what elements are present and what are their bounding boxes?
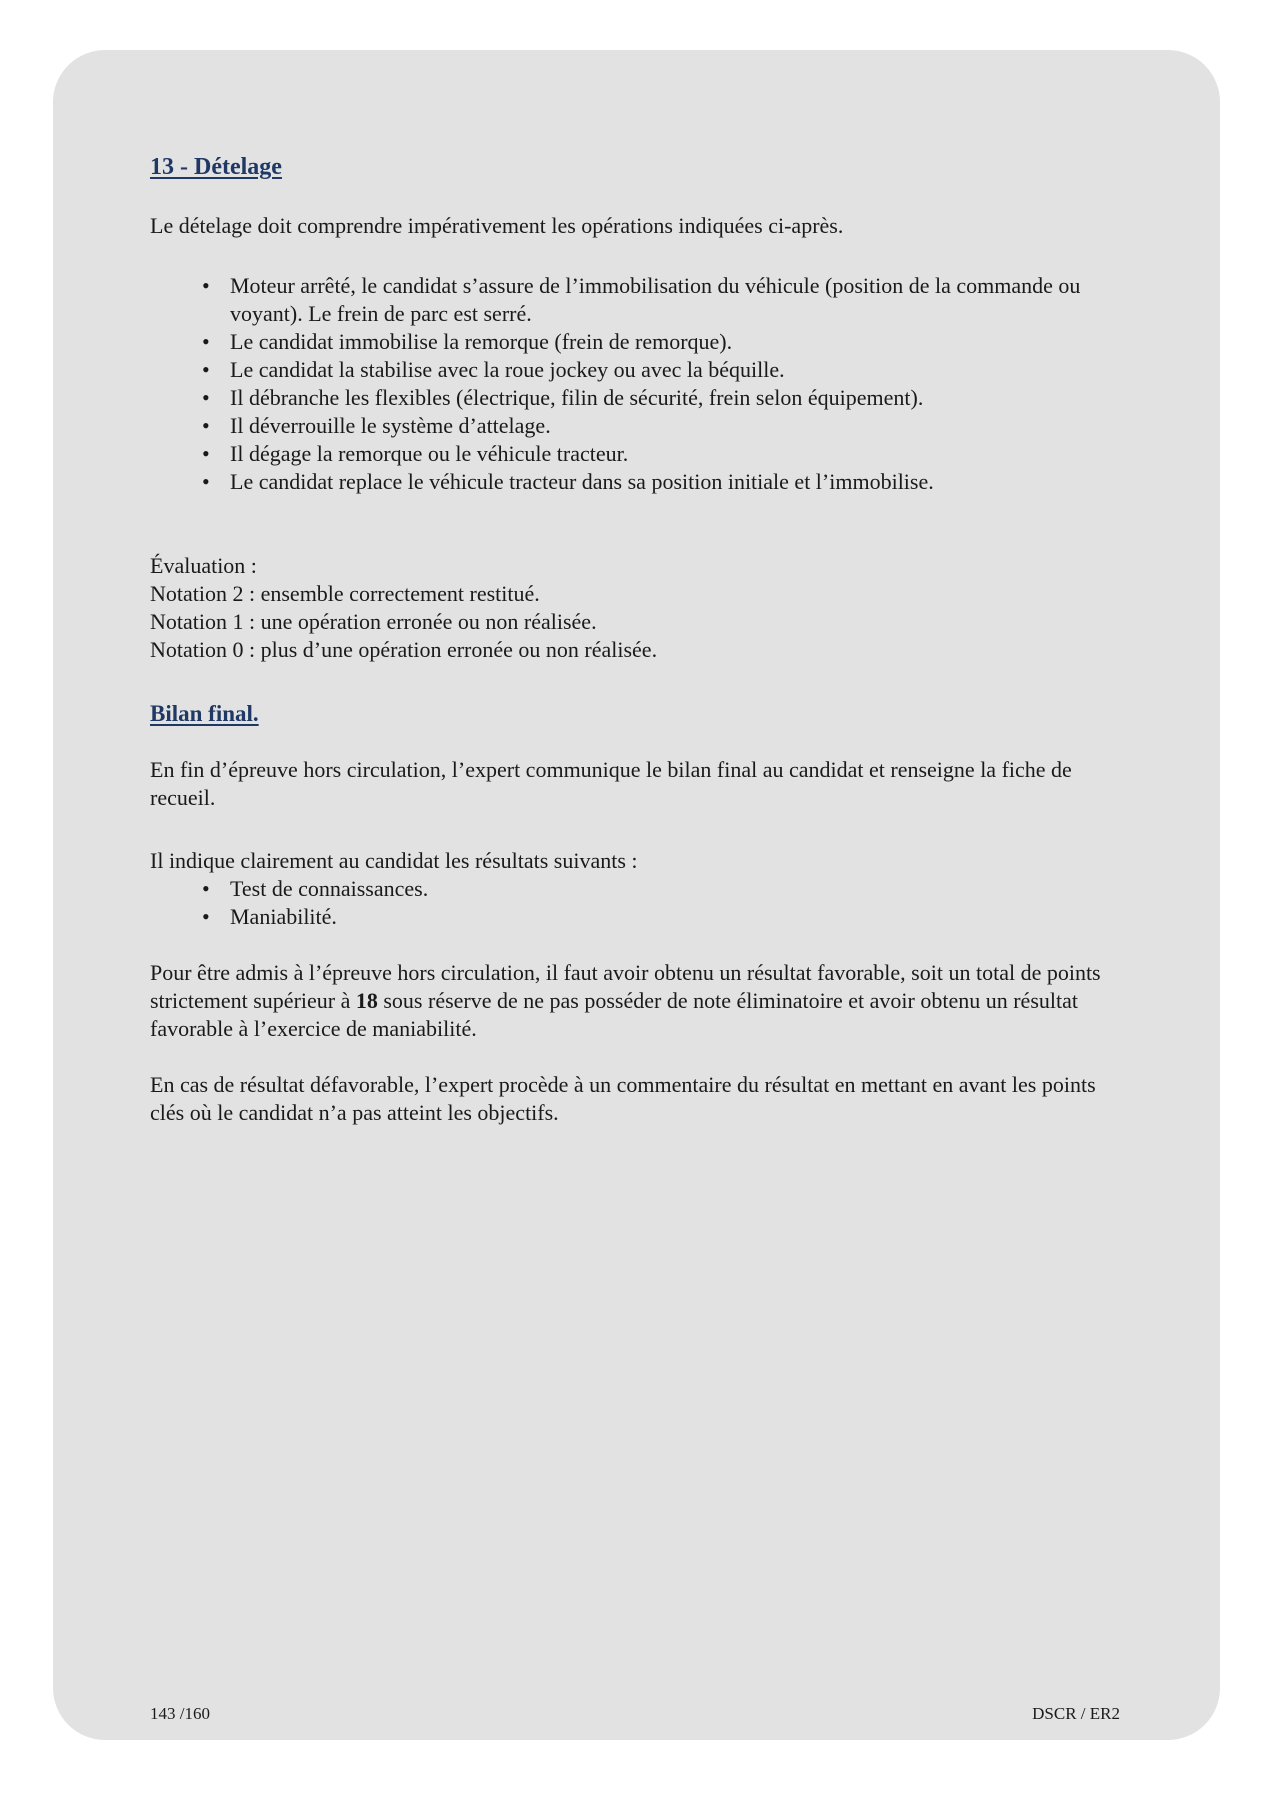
operation-text: Il dégage la remorque ou le véhicule tracteur. [230,441,629,466]
list-item [150,356,1125,384]
bullet-icon: • [202,904,210,929]
bullet-icon: • [202,469,210,494]
points-threshold: 18 [355,988,378,1013]
intro-paragraph: Le dételage doit comprendre impérativement les opérations indiquées ci-après. [150,213,844,238]
list-item [150,468,1125,496]
bullet-icon: • [202,273,210,298]
operation-text: Moteur arrêté, le candidat s’assure de l’immobilisation du véhicule (position de la commande ou voyant). Le frein de parc est serré. [230,273,1081,326]
list-item [150,903,1125,931]
list-item [150,272,1125,328]
admission-text-after: sous réserve de ne pas posséder de note éliminatoire et avoir obtenu un résultat favorable à l’exercice de maniabilité. [150,988,1078,1041]
admission-text-before: Pour être admis à l’épreuve hors circulation, il faut avoir obtenu un résultat favorable, soit un total de points strictement supérieur à [150,960,1101,1013]
result-text: Maniabilité. [230,904,337,929]
operation-text: Le candidat la stabilise avec la roue jockey ou avec la béquille. [230,357,785,382]
evaluation-label: Évaluation : [150,553,257,578]
evaluation-line: Notation 2 : ensemble correctement restitué. [150,581,540,606]
bullet-icon: • [202,329,210,354]
results-block [150,847,1125,931]
bullet-icon: • [202,385,210,410]
page-content [150,50,1125,1127]
evaluation-line: Notation 1 : une opération erronée ou non réalisée. [150,609,597,634]
footer-doc-ref: DSCR / ER2 [1032,1704,1120,1723]
result-text: Test de connaissances. [230,876,429,901]
page-card [53,50,1220,1740]
list-item [150,328,1125,356]
operation-text: Le candidat immobilise la remorque (frein de remorque). [230,329,733,354]
list-item [150,412,1125,440]
admission-paragraph [150,959,1125,1043]
list-item [150,875,1125,903]
operations-list [150,272,1125,496]
bullet-icon: • [202,876,210,901]
footer-page-number: 143 /160 [150,1704,210,1723]
evaluation-line: Notation 0 : plus d’une opération erronée ou non réalisée. [150,637,658,662]
operation-text: Le candidat replace le véhicule tracteur dans sa position initiale et l’immobilise. [230,469,934,494]
communication-paragraph: En fin d’épreuve hors circulation, l’expert communique le bilan final au candidat et renseigne la fiche de recueil. [150,757,1072,810]
bullet-icon: • [202,357,210,382]
results-list [150,875,1125,931]
failure-paragraph: En cas de résultat défavorable, l’expert procède à un commentaire du résultat en mettant en avant les points clés où le candidat n’a pas atteint les objectifs. [150,1072,1096,1125]
section-title: 13 - Dételage [150,154,282,180]
evaluation-block [150,552,1125,664]
operation-text: Il débranche les flexibles (électrique, filin de sécurité, frein selon équipement). [230,385,924,410]
operation-text: Il déverrouille le système d’attelage. [230,413,551,438]
list-item [150,384,1125,412]
list-item [150,440,1125,468]
bullet-icon: • [202,441,210,466]
results-intro: Il indique clairement au candidat les résultats suivants : [150,848,638,873]
bullet-icon: • [202,413,210,438]
bilan-final-heading: Bilan final. [150,701,259,726]
